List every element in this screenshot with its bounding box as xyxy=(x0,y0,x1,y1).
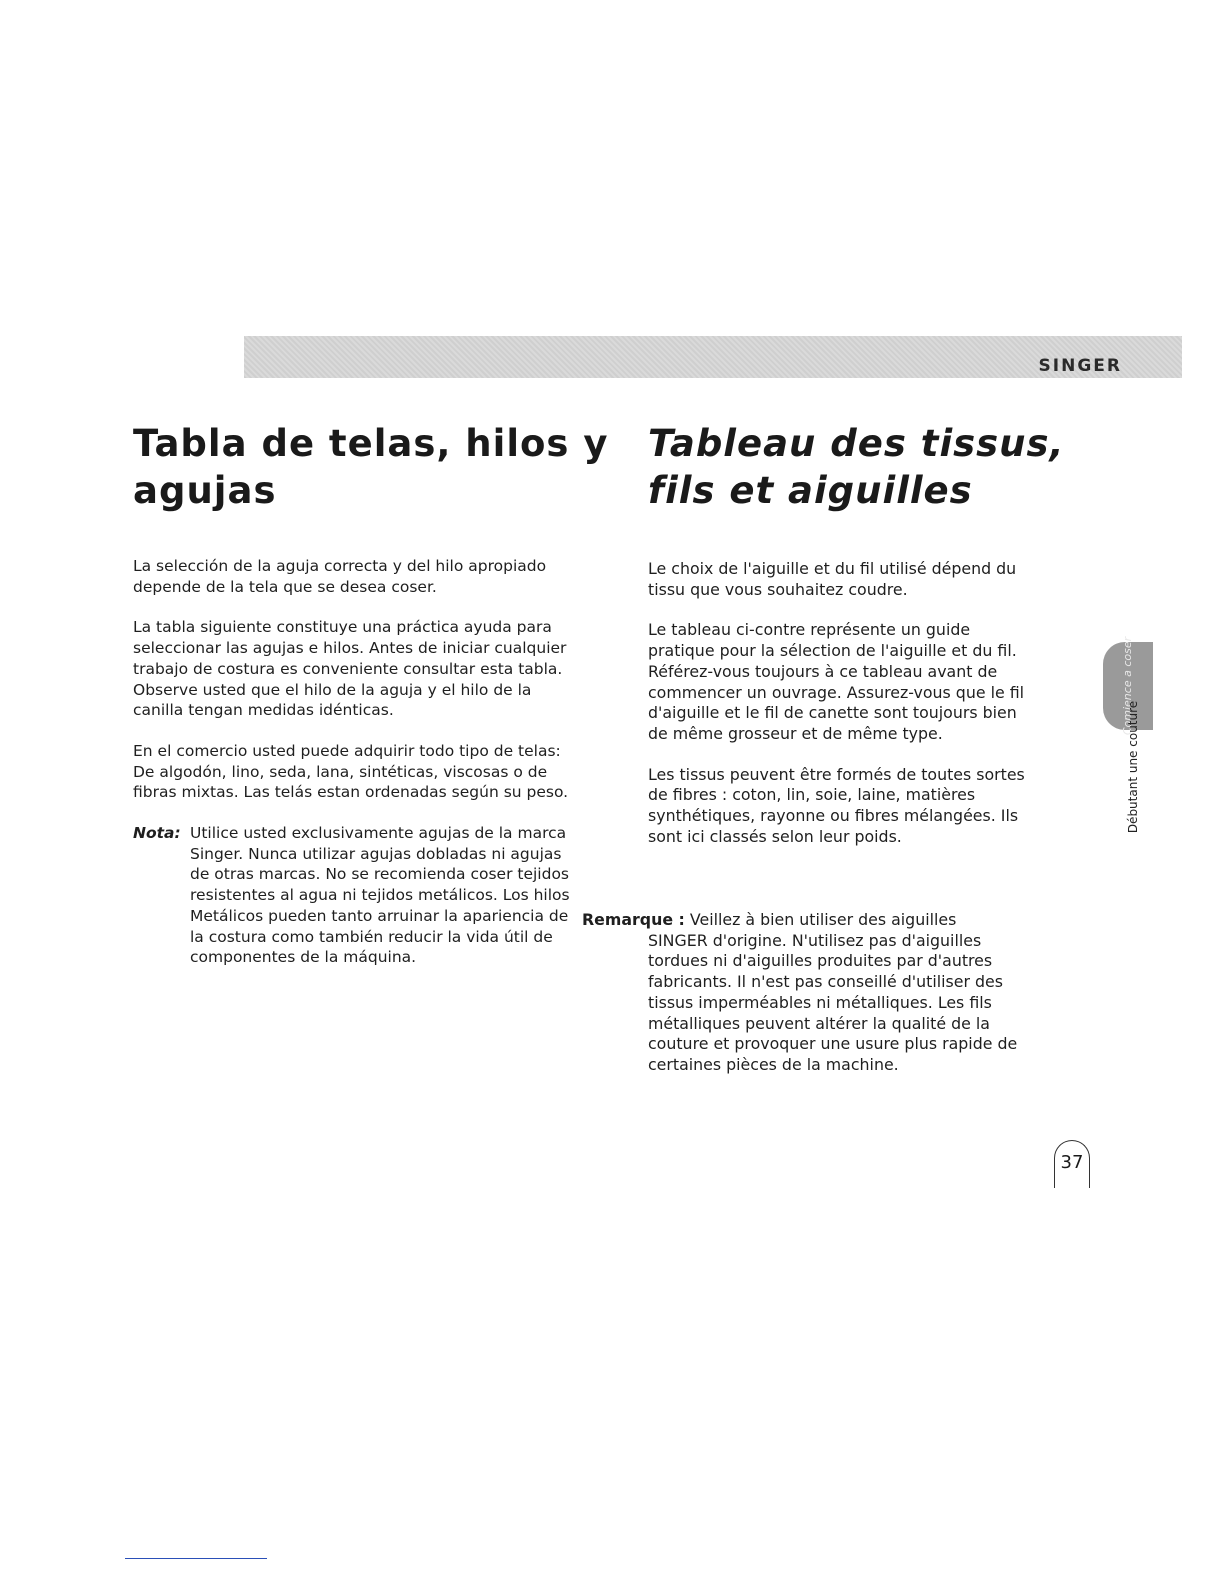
section-tab-label: Comience a coser xyxy=(1121,636,1134,736)
spanish-note xyxy=(133,823,579,968)
brand-logo: SINGER xyxy=(1038,356,1122,376)
french-note-first-line xyxy=(582,910,1038,931)
footer-link-line xyxy=(125,1558,267,1559)
french-paragraph-2: Le tableau ci-contre représente un guide pratique pour la sélection de l'aiguille et du fil. Référez-vous toujours à ce tableau avant de commencer un ouvrage. Assurez-vous que le fil d'aiguille et le fil de canette sont toujours bien de même grosseur et de même type. xyxy=(648,620,1025,743)
spanish-title: Tabla de telas, hilos y agujas xyxy=(133,422,609,512)
header-band xyxy=(244,336,1182,378)
spanish-paragraph-1: La selección de la aguja correcta y del hilo apropiado depende de la tela que se desea coser. xyxy=(133,557,547,596)
french-column xyxy=(648,559,1038,867)
french-paragraph-1: Le choix de l'aiguille et du fil utilisé dépend du tissu que vous souhaitez coudre. xyxy=(648,559,1017,599)
french-note-label: Remarque : xyxy=(582,910,685,929)
french-paragraph-3: Les tissus peuvent être formés de toutes sortes de fibres : coton, lin, soie, laine, matières synthétiques, rayonne ou fibres mélangées. Ils sont ici classés selon leur poids. xyxy=(648,764,1025,846)
spanish-paragraph-3: En el comercio usted puede adquirir todo tipo de telas: De algodón, lino, seda, lana, sintéticas, viscosas o de fibras mixtas. Las telás estan ordenadas según su peso. xyxy=(133,741,569,802)
french-note xyxy=(582,910,1038,1076)
spanish-paragraph-2: La tabla siguiente constituye una práctica ayuda para seleccionar las agujas e hilos. Antes de iniciar cualquier trabajo de costura es conveniente consultar esta tabla. Observe usted que el hilo de la aguja y el hilo de la canilla tengan medidas idénticas. xyxy=(133,618,567,720)
spanish-note-label: Nota: xyxy=(133,824,181,843)
french-note-first: Veillez à bien utiliser des aiguilles xyxy=(689,910,957,929)
spanish-note-text: Utilice usted exclusivamente agujas de la marca Singer. Nunca utilizar agujas dobladas ni agujas de otras marcas. No se recomienda coser tejidos resistentes al agua ni tejidos metálicos. Los hilos Metálicos pueden tanto arruinar la apariencia de la costura como también reducir la vida útil de componentes de la máquina. xyxy=(190,824,570,967)
section-side-text xyxy=(1108,700,1158,834)
spanish-column xyxy=(133,556,579,968)
french-note-text: SINGER d'origine. N'utilisez pas d'aiguilles tordues ni d'aiguilles produites par d'autres fabricants. Il n'est pas conseillé d'utiliser des tissus imperméables ni métalliques. Les fils métalliques peuvent altérer la qualité de la couture et provoquer une usure plus rapide de certaines pièces de la machine. xyxy=(648,930,1018,1074)
section-side-label: Débutant une couture xyxy=(1126,700,1141,834)
french-title: Tableau des tissus, fils et aiguilles xyxy=(648,422,1065,512)
page-number: 37 xyxy=(1054,1140,1090,1188)
